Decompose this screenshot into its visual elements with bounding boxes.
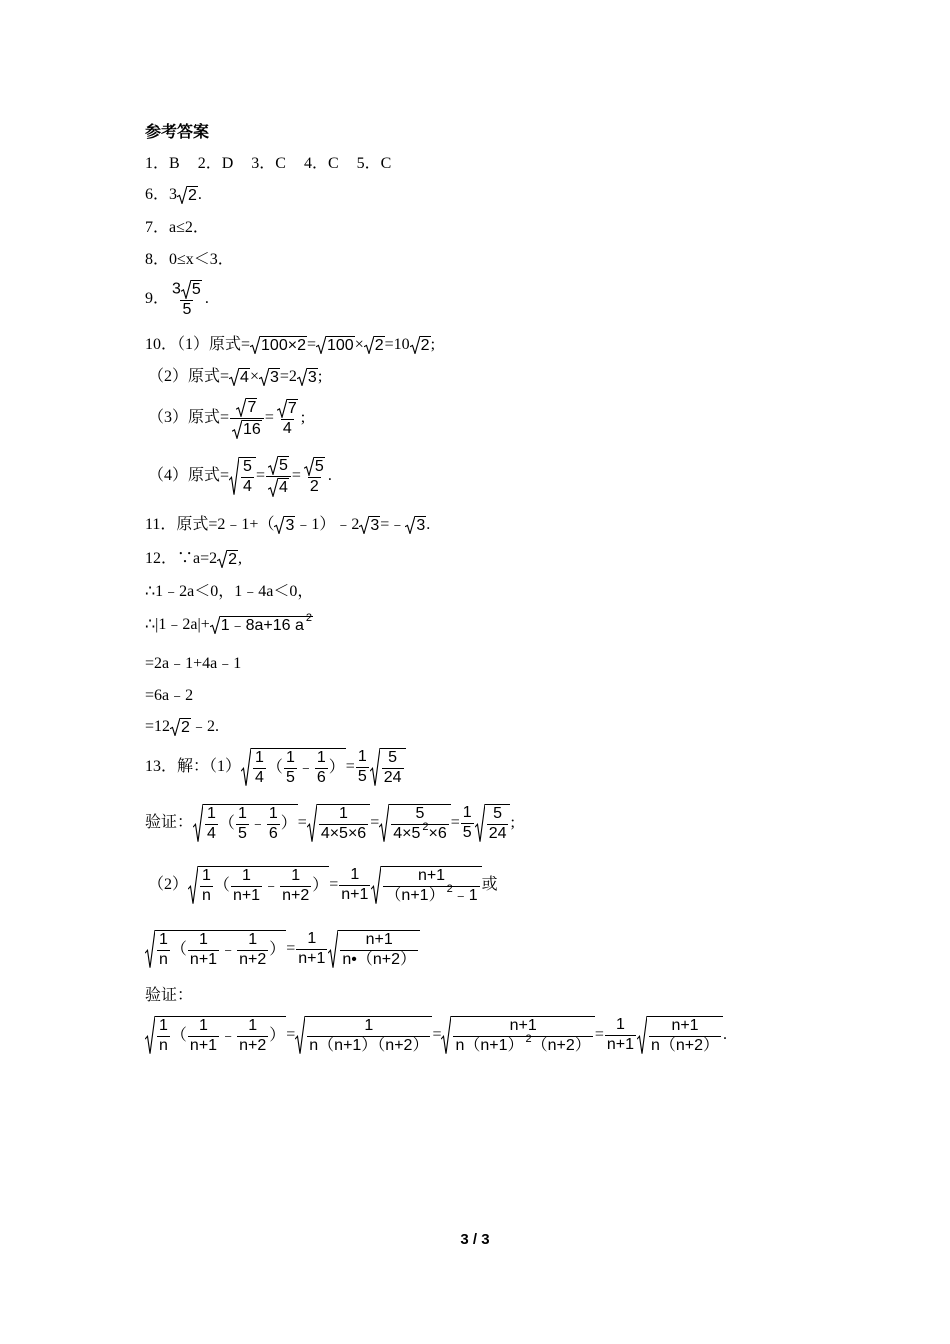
answer-10-2: （2）原式= 4 × 3 =2 3 ; <box>148 368 323 386</box>
answer-7: 7．a≤2． <box>145 219 209 236</box>
answer-13-2-alt: $\frac{1}{n}$ （ $\frac{1}{n+1}$ ﹣ $\frac{1}{n+2}$ ） = $\frac{1}{n+1}$ $\frac{n+1}{n•(n+2)}$ <box>145 930 420 969</box>
radical-sign <box>229 368 239 386</box>
radical-sign <box>259 368 269 386</box>
radical-sign <box>210 616 220 634</box>
radical-sign <box>307 804 317 843</box>
radical-sign <box>268 456 278 475</box>
radical-sign <box>410 336 420 354</box>
answer-12-e: =6a﹣2 <box>145 687 194 704</box>
radical-sign <box>297 368 307 386</box>
radical-sign <box>637 1016 647 1055</box>
radical-sign <box>364 336 374 354</box>
radical: 100×2 <box>250 336 307 354</box>
radical-sign <box>371 866 381 905</box>
answer-8: 8．0≤x＜3． <box>145 251 234 268</box>
radical-sign <box>370 748 380 787</box>
radical-sign <box>232 420 242 439</box>
radical-sign <box>177 186 187 204</box>
answer-12-c: ∴|1﹣2a|+ 1﹣8a+16 a 2 <box>145 611 313 634</box>
radical-sign <box>193 804 203 843</box>
radical-sign <box>241 748 251 787</box>
radical-sign <box>359 516 369 534</box>
radical-sign <box>379 804 389 843</box>
answer-12-d: =2a﹣1+4a﹣1 <box>145 655 242 672</box>
answer-5: 5．C <box>356 155 392 172</box>
radical-sign <box>217 550 227 568</box>
answer-13-verify-2-label: 验证： <box>145 987 194 1004</box>
radical-sign <box>441 1016 451 1055</box>
answer-6: 6．3 2 . <box>145 186 202 204</box>
page-number: 3 / 3 <box>460 1231 490 1248</box>
answer-12-b: ∴1﹣2a＜0，1﹣4a＜0， <box>145 583 314 600</box>
answer-4: 4．C <box>303 155 339 172</box>
answer-11: 11．原式=2﹣1+（ 3 ﹣1）﹣2 3 =﹣ 3 . <box>145 516 431 534</box>
radical-sign <box>250 336 260 354</box>
radical-sign <box>328 930 338 969</box>
radical-sign <box>268 478 278 497</box>
answer-12-f: =12 2 ﹣2. <box>145 718 219 736</box>
radical-sign <box>304 457 314 476</box>
answer-10-3: （3）原式= $\frac{7}{16}$ = $\frac{7}{4}$ ; <box>148 399 306 438</box>
answer-2: 2．D <box>197 155 234 172</box>
answer-13-2: （2） $\frac{1}{n}$ （ $\frac{1}{n+1}$ ﹣ $\frac{1}{n+2}$ ） = $\frac{1}{n+1}$ $\frac{n+1}{(n+1) ^2﹣1}$ 或 <box>148 866 498 904</box>
answer-13-verify: 验证： $\frac{1}{4}$ （ $\frac{1}{5}$ ﹣ $\frac{1}{6}$ ） = $\frac{1}{4\times 5\times 6}$ = $\frac{5}{4\times 5 ^2\times 6}$ = $\frac{1}{5}$ $\frac{5}{24}$ ; <box>145 804 515 842</box>
radical-sign <box>277 399 287 418</box>
answer-3: 3．C <box>251 155 286 172</box>
answer-12: 12．∵a=2 2 , <box>145 550 243 568</box>
answer-13-verify-2: $\frac{1}{n}$ （ $\frac{1}{n+1}$ ﹣ $\frac{1}{n+2}$ ） = $\frac{1}{n(n+1)(n+2)}$ = $\frac{n+1}{n(n+1) ^2(n+2)}$ = $\frac{1}{n+1}$ $\frac{n+1}{n(n+2)}$ . <box>145 1016 727 1055</box>
radical-sign <box>145 1016 155 1055</box>
radical-sign <box>181 280 191 299</box>
answer-line-1-5 <box>145 156 391 172</box>
radical-sign <box>170 718 180 736</box>
answer-10-4: （4）原式= $\frac{5}{4}$ = $\frac{5}{4}$ = $\frac{5}{2}$ . <box>148 457 332 496</box>
radical-sign <box>316 336 326 354</box>
answer-1: 1．B <box>145 155 180 172</box>
radical-sign <box>295 1016 305 1055</box>
radical-sign <box>188 866 198 905</box>
radical: 2 <box>177 186 198 204</box>
radical-sign <box>236 398 246 417</box>
answers-heading: 参考答案 <box>145 122 210 141</box>
radical-sign <box>229 457 239 496</box>
radical-sign <box>475 804 485 843</box>
radical-sign <box>405 516 415 534</box>
fraction: 3 5 5 <box>172 280 201 318</box>
radical-sign <box>145 930 155 969</box>
radical-sign <box>274 516 284 534</box>
answer-13-1: 13．解：（1） $\frac{1}{4}$ （ $\frac{1}{5}$ ﹣ $\frac{1}{6}$ ） = $\frac{1}{5}$ $\frac{5}{24}$ <box>145 748 406 787</box>
answer-9: 9． 3 5 5 . <box>145 280 209 318</box>
answer-10-1: 10．（1）原式= 100×2 = 100 × 2 =10 2 ; <box>145 336 436 354</box>
